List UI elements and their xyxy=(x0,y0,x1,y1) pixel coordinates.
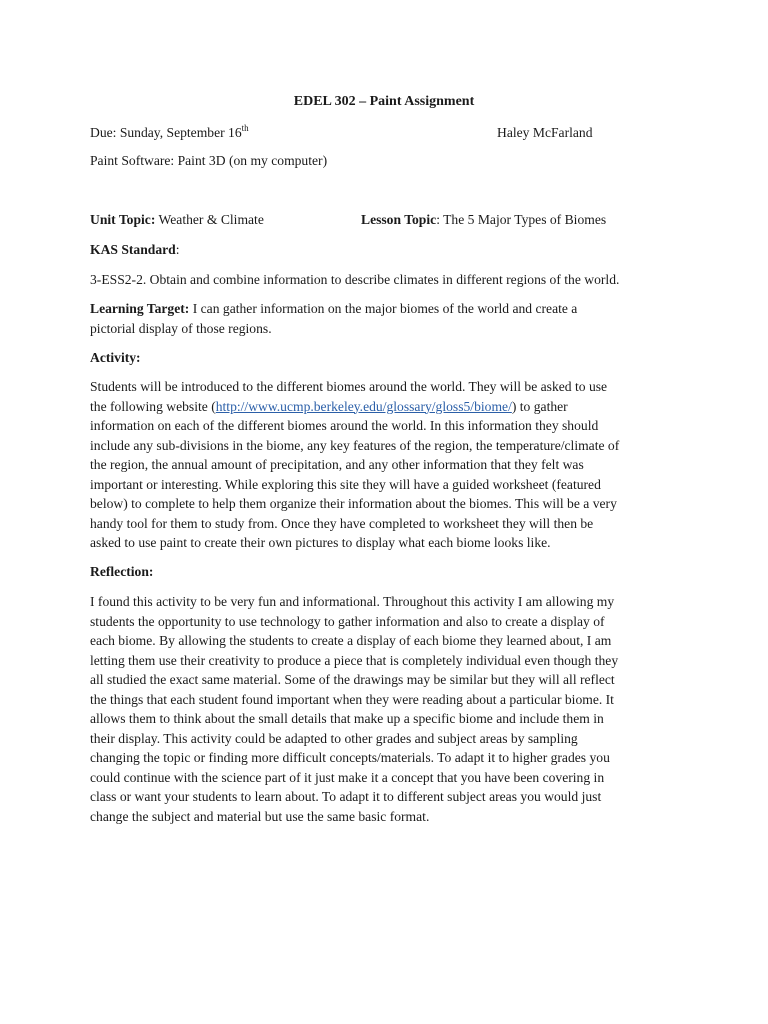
unit-topic xyxy=(90,210,264,229)
kas-standard-colon: : xyxy=(175,242,180,257)
due-date xyxy=(90,123,249,142)
paragraph-line: below) to complete to help them organize their information about the biomes. This will be a very xyxy=(90,496,617,512)
author-name: Haley McFarland xyxy=(497,125,593,140)
learning-target xyxy=(90,299,690,338)
learning-target-text: I can gather information on the major biomes of the world and create a xyxy=(189,301,578,316)
paragraph-line: could continue with the science part of it just make it a concept that you have been covering in xyxy=(90,769,605,785)
unit-topic-label: Unit Topic: xyxy=(90,212,156,227)
lesson-topic-label: Lesson Topic xyxy=(361,212,437,227)
paragraph-line: all studied the exact same material. Some of the drawings may be similar but they will all reflect xyxy=(90,672,615,688)
link-prefix: the following website ( xyxy=(90,398,216,414)
activity-paragraph xyxy=(90,377,690,553)
paragraph-line: I found this activity to be very fun and informational. Throughout this activity I am allowing my xyxy=(90,594,615,609)
lesson-topic-value: : The 5 Major Types of Biomes xyxy=(436,212,607,227)
activity-heading xyxy=(90,348,141,367)
learning-target-line: pictorial display of those regions. xyxy=(90,320,272,336)
activity-heading-text: Activity: xyxy=(90,350,141,365)
due-date-text: Due: Sunday, September 16 xyxy=(90,125,242,140)
learning-target-line xyxy=(90,299,690,319)
paragraph-line: students the opportunity to use technology to gather information and also to create a display of xyxy=(90,613,605,629)
paint-software: Paint Software: Paint 3D (on my computer) xyxy=(90,153,328,168)
paragraph-line: class or want your students to learn about. To adapt it to different subject areas you would just xyxy=(90,789,602,805)
link-suffix: ) to gather xyxy=(511,398,568,414)
paragraph-line: Students will be introduced to the different biomes around the world. They will be asked to use xyxy=(90,379,608,394)
paragraph-line: letting them use their creativity to produce a piece that is completely individual even though they xyxy=(90,652,619,668)
paragraph-line: the things that each student found important when they were reading about a particular biome. It xyxy=(90,691,614,707)
due-date-suffix: th xyxy=(241,123,249,133)
paragraph-line: change the subject and material but use the same basic format. xyxy=(90,809,430,825)
reflection-heading xyxy=(90,562,153,581)
lesson-topic xyxy=(361,210,606,229)
paragraph-line: important or interesting. While exploring this site they will have a guided worksheet (featured xyxy=(90,476,601,492)
paragraph-line: their display. This activity could be adapted to other grades and subject areas by sampling xyxy=(90,730,578,746)
paragraph-line: information on each of the different biomes around the world. In this information they should xyxy=(90,418,599,434)
paragraph-line: handy tool for them to study from. Once they have completed to worksheet they will then be xyxy=(90,515,594,531)
kas-standard-label: KAS Standard xyxy=(90,242,176,257)
paragraph-line: changing the topic or finding more difficult concepts/materials. To adapt it to higher grades you xyxy=(90,750,610,766)
learning-target-label: Learning Target: xyxy=(90,301,190,316)
reflection-heading-text: Reflection: xyxy=(90,564,154,579)
paragraph-line xyxy=(90,397,690,417)
unit-topic-value: Weather & Climate xyxy=(155,212,264,227)
biome-website-link[interactable]: http://www.ucmp.berkeley.edu/glossary/gloss5/biome/ xyxy=(215,398,512,414)
paragraph-line: include any sub-divisions in the biome, any key features of the region, the temperature/climate of xyxy=(90,437,620,453)
reflection-paragraph xyxy=(90,592,690,827)
kas-standard-text: 3-ESS2-2. Obtain and combine information to describe climates in different regions of the world. xyxy=(90,272,620,287)
paragraph-line: asked to use paint to create their own pictures to display what each biome looks like. xyxy=(90,535,551,551)
paragraph-line: each biome. By allowing the students to create a display of each biome they learned about, I am xyxy=(90,633,612,649)
paragraph-line: the region, the annual amount of precipitation, and any other information that they felt was xyxy=(90,457,584,473)
paragraph-line: allows them to think about the small details that make up a specific biome and include them in xyxy=(90,711,604,727)
kas-standard-heading xyxy=(90,240,180,259)
document-title: EDEL 302 – Paint Assignment xyxy=(293,94,475,109)
